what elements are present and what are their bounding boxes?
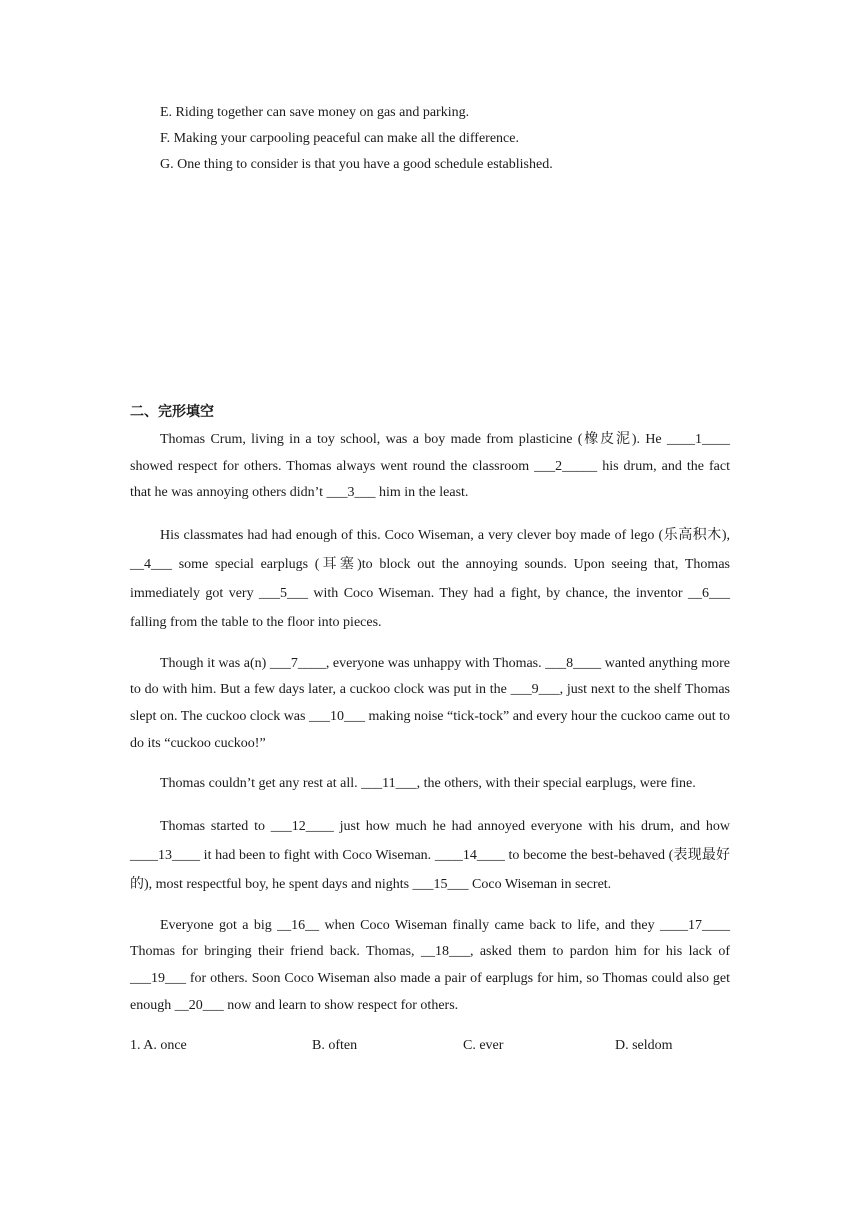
- passage-paragraph-4: Thomas couldn’t get any rest at all. ___11___, the others, with their special earplugs, were fine.: [160, 776, 696, 792]
- option-e: E. Riding together can save money on gas and parking.: [160, 105, 470, 120]
- passage-paragraph-2: His classmates had had enough of this. Coco Wiseman, a very clever boy made of lego (乐高积木), __4___ some special earplugs (耳塞)to block out the annoying sounds. Upon seeing that, Thomas immediately got very ___5___ with Coco Wiseman. They had a fight, by chance, the inventor __6___ falling from the table to the floor into pieces.: [130, 527, 730, 630]
- choice-d: D. seldom: [615, 1038, 673, 1054]
- choice-c: C. ever: [463, 1038, 504, 1054]
- passage-paragraph-1: Thomas Crum, living in a toy school, was a boy made from plasticine (橡皮泥). He ____1____ showed respect for others. Thomas always went round the classroom ___2_____ his drum, and the fact that he was annoying others didn’t ___3___ him in the least.: [130, 432, 730, 501]
- passage-paragraph-3: Though it was a(n) ___7____, everyone was unhappy with Thomas. ___8____ wanted anything more to do with him. But a few days later, a cuckoo clock was put in the ___9___, just next to the shelf Thomas slept on. The cuckoo clock was ___10___ making noise “tick-tock” and every hour the cuckoo came out to do its “cuckoo cuckoo!”: [130, 655, 731, 751]
- choice-b: B. often: [312, 1038, 358, 1054]
- answer-options-list: [160, 100, 760, 178]
- question-1-choices: [130, 1033, 730, 1059]
- passage-paragraph-5: Thomas started to ___12____ just how much he had annoyed everyone with his drum, and how ____13____ it had been to fight with Coco Wiseman. ____14____ to become the best-behaved (表现最好的), most respectful boy, he spent days and nights ___15___ Coco Wiseman in secret.: [130, 818, 730, 892]
- option-f: F. Making your carpooling peaceful can make all the difference.: [160, 131, 519, 146]
- cloze-section: [130, 400, 730, 1059]
- choice-a: 1. A. once: [130, 1038, 187, 1054]
- section-heading: 二、完形填空: [130, 404, 214, 420]
- option-g: G. One thing to consider is that you have a good schedule established.: [160, 157, 553, 172]
- passage-paragraph-6: Everyone got a big __16__ when Coco Wiseman finally came back to life, and they ____17____ Thomas for bringing their friend back. Thomas, __18___, asked them to pardon him for his lack of ___19___ for others. Soon Coco Wiseman also made a pair of earplugs for him, so Thomas could also get enough __20___ now and learn to show respect for others.: [130, 917, 730, 1013]
